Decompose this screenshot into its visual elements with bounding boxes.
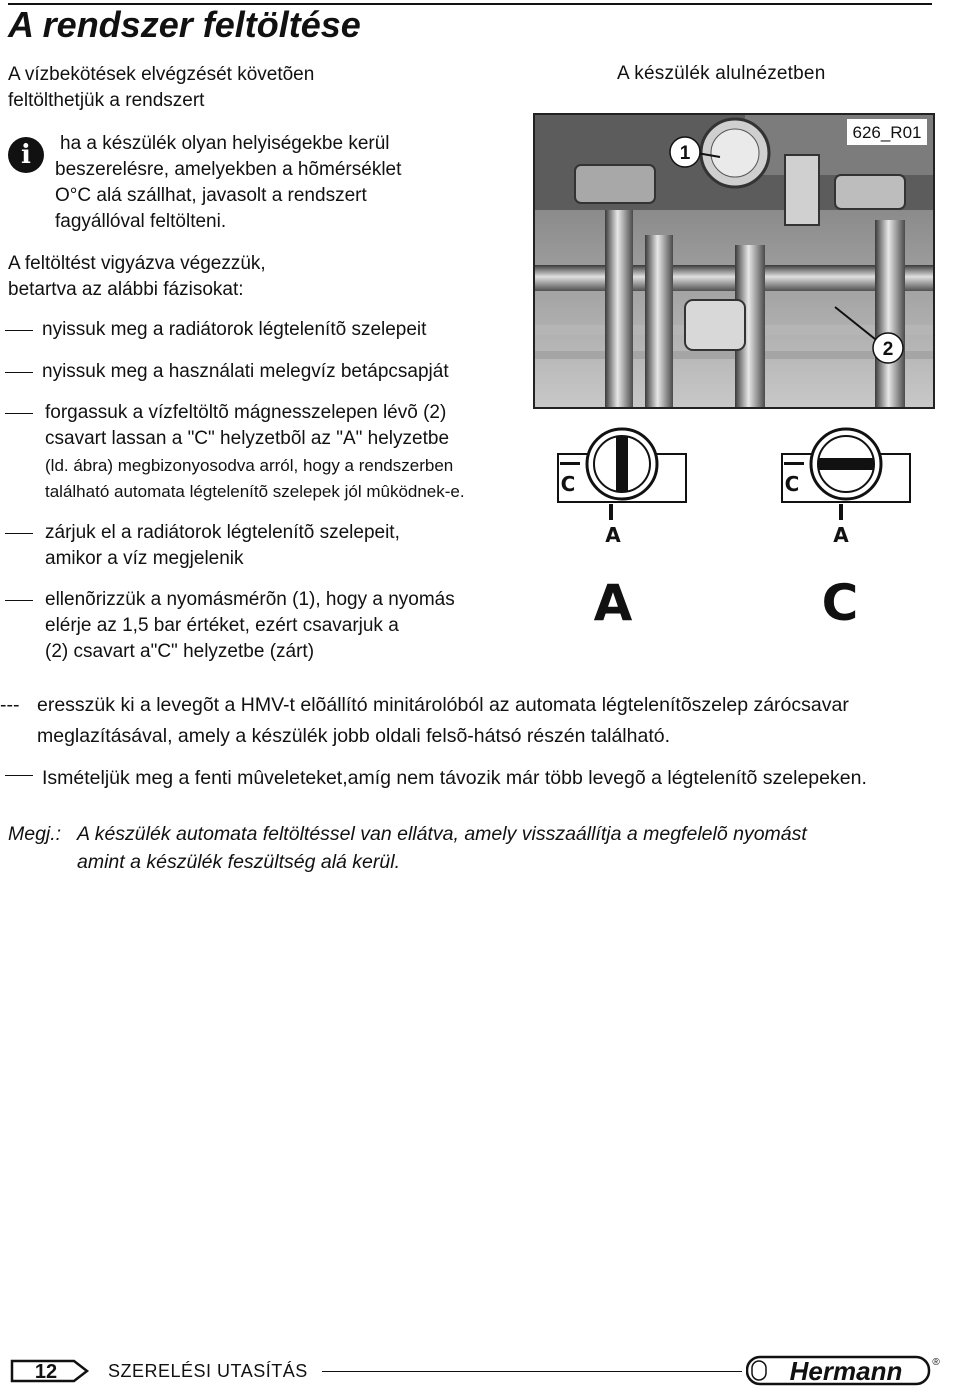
valve-right-bottom-label: A — [833, 523, 849, 547]
boiler-underside-illustration — [535, 115, 933, 407]
valve-right-caption: C — [821, 574, 859, 632]
info-line-1: ha a készülék olyan helyiségekbe kerül — [60, 133, 390, 154]
valve-left-top-label: C — [560, 472, 576, 496]
step-dash — [5, 600, 33, 601]
valve-open-diagram — [552, 424, 692, 634]
info-icon: i — [8, 137, 44, 173]
step-5-line-2: elérje az 1,5 bar értéket, ezért csavarjuk a — [45, 615, 399, 636]
photo-code: 626_R01 — [852, 123, 922, 142]
page-title: A rendszer feltöltése — [8, 4, 361, 45]
callout-1: 1 — [679, 143, 691, 164]
caution-line-2: betartva az alábbi fázisokat: — [8, 279, 244, 300]
step-1: nyissuk meg a radiátorok légtelenítõ szelepeit — [42, 319, 427, 340]
step-5-line-1: ellenõrizzük a nyomásmérõn (1), hogy a nyomás — [45, 589, 455, 610]
step-dash — [5, 413, 33, 414]
step-5-line-3: (2) csavart a"C" helyzetbe (zárt) — [45, 641, 315, 662]
step-3-line-4: található automata légtelenítõ szelepek jól mûködnek-e. — [45, 482, 465, 501]
brand-name: Hermann — [789, 1356, 903, 1386]
doc-title: SZERELÉSI UTASÍTÁS — [108, 1361, 308, 1381]
step-dash — [5, 533, 33, 534]
bottom-prefix: --- — [0, 694, 20, 716]
intro-line-2: feltölthetjük a rendszert — [8, 90, 205, 111]
note-line-2: amint a készülék feszültség alá kerül. — [77, 851, 400, 873]
valve-left-bottom-label: A — [605, 523, 621, 547]
info-line-3: O°C alá szállhat, javasolt a rendszert — [55, 185, 367, 206]
boiler-underside-photo — [533, 113, 935, 409]
step-3-line-2: csavart lassan a "C" helyzetbõl az "A" helyzetbe — [45, 428, 450, 449]
footer-rule — [322, 1371, 742, 1372]
step-3-line-3: (ld. ábra) megbizonyosodva arról, hogy a rendszerben — [45, 456, 454, 475]
step-4-line-2: amikor a víz megjelenik — [45, 548, 244, 569]
bottom-step-2: Ismételjük meg a fenti mûveleteket,amíg nem távozik már több levegõ a légtelenítõ szelepeken. — [42, 767, 867, 789]
callout-2: 2 — [882, 339, 894, 360]
valve-left-caption: A — [593, 574, 633, 632]
note-line-1: A készülék automata feltöltéssel van ellátva, amely visszaállítja a megfelelõ nyomást — [77, 823, 807, 845]
valve-right-top-label: C — [784, 472, 800, 496]
step-dash — [5, 775, 33, 776]
intro-line-1: A vízbekötések elvégzését követõen — [8, 64, 315, 85]
page-number: 12 — [34, 1361, 58, 1383]
info-line-4: fagyállóval feltölteni. — [55, 211, 227, 232]
bottom-step-1-line-1: eresszük ki a levegõt a HMV-t elõállító minitárolóból az automata légtelenítõszelep zárócsavar — [37, 694, 849, 716]
step-dash — [5, 372, 33, 373]
bottom-step-1-line-2: meglazításával, amely a készülék jobb oldali felsõ-hátsó részén található. — [37, 725, 671, 747]
page-number-badge — [10, 1358, 90, 1384]
figure-caption: A készülék alulnézetben — [617, 63, 826, 84]
registered-mark: ® — [932, 1357, 940, 1368]
step-dash — [5, 330, 33, 331]
step-4-line-1: zárjuk el a radiátorok légtelenítõ szelepeit, — [45, 522, 400, 543]
step-2: nyissuk meg a használati melegvíz betápcsapját — [42, 361, 449, 382]
step-3-line-1: forgassuk a vízfeltöltõ mágnesszelepen lévõ (2) — [45, 402, 447, 423]
info-line-2: beszerelésre, amelyekben a hõmérséklet — [55, 159, 402, 180]
hermann-logo — [746, 1353, 942, 1387]
valve-closed-diagram — [776, 424, 916, 634]
caution-line-1: A feltöltést vigyázva végezzük, — [8, 253, 266, 274]
note-label: Megj.: — [8, 823, 62, 845]
